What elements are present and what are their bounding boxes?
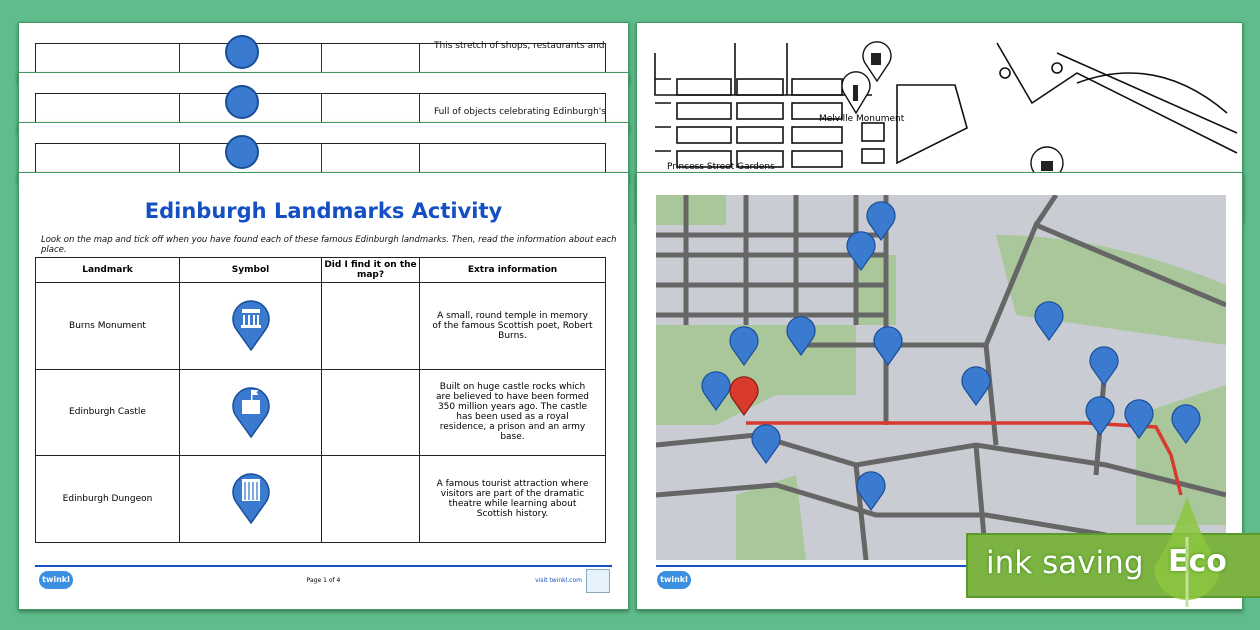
- landmark-name: Burns Monument: [36, 283, 180, 370]
- found-checkbox-cell[interactable]: [322, 456, 420, 543]
- ink-saving-label: ink saving: [986, 545, 1144, 581]
- twinkl-logo: twinkl: [657, 571, 691, 589]
- extra-info: This stretch of shops, restaurants and: [434, 41, 605, 51]
- pin-icon: [225, 135, 259, 169]
- pin-icon: [225, 85, 259, 119]
- pin-icon: [225, 35, 259, 69]
- colour-map: [656, 195, 1226, 560]
- header-landmark: Landmark: [36, 258, 180, 283]
- header-info: Extra information: [420, 258, 606, 283]
- eco-label: Eco: [1168, 544, 1227, 579]
- landmark-name: Edinburgh Castle: [36, 369, 180, 456]
- extra-info: Built on huge castle rocks which are believed to have been formed 350 million years ago. The castle has been used as a royal residence, a prison and an army base.: [420, 369, 606, 456]
- map-label: Melville Monument: [819, 114, 905, 124]
- website-link[interactable]: visit twinkl.com: [535, 577, 582, 584]
- quality-badge-icon: [586, 569, 610, 593]
- instructions: Look on the map and tick off when you have found each of these famous Edinburgh landmarks. Then, read the information about each place.: [41, 235, 617, 255]
- landmarks-table: [35, 257, 606, 543]
- twinkl-logo: twinkl: [39, 571, 73, 589]
- table-row: [36, 369, 606, 456]
- map-label: Princess Street Gardens: [667, 162, 775, 172]
- found-checkbox-cell[interactable]: [322, 369, 420, 456]
- found-checkbox-cell[interactable]: [322, 283, 420, 370]
- dungeon-pin-icon: [231, 470, 271, 524]
- header-symbol: Symbol: [180, 258, 322, 283]
- extra-info: A famous tourist attraction where visitors are part of the dramatic theatre while learning about Scottish history.: [420, 456, 606, 543]
- header-found: Did I find it on the map?: [322, 258, 420, 283]
- extra-info: A small, round temple in memory of the famous Scottish poet, Robert Burns.: [420, 283, 606, 370]
- extra-info: Full of objects celebrating Edinburgh's: [434, 107, 606, 117]
- temple-pin-icon: [231, 297, 271, 351]
- worksheet-page: [18, 172, 629, 610]
- footer-divider: [35, 565, 612, 567]
- table-row: [36, 283, 606, 370]
- table-row: [36, 456, 606, 543]
- page-title: Edinburgh Landmarks Activity: [144, 199, 503, 223]
- page-number: Page 1 of 4: [306, 577, 341, 584]
- landmark-name: Edinburgh Dungeon: [36, 456, 180, 543]
- castle-pin-icon: [231, 384, 271, 438]
- eco-ink-saving-badge: [966, 533, 1260, 598]
